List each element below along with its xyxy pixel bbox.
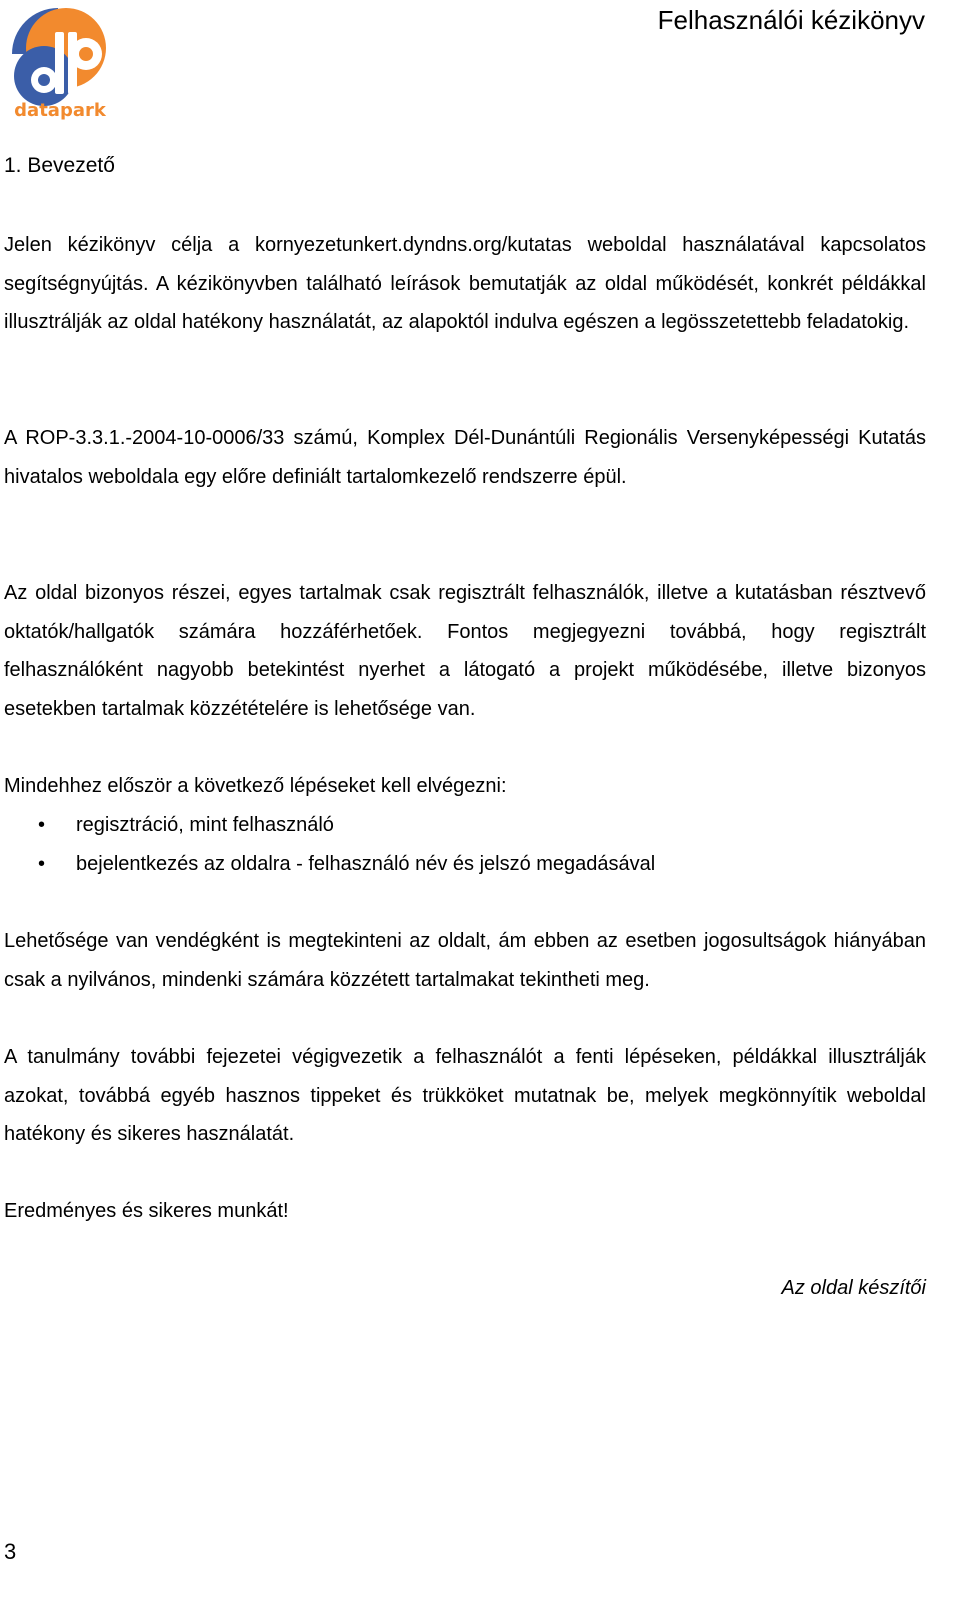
paragraph-steps-intro: Mindehhez először a következő lépéseket kell elvégezni: bbox=[4, 775, 507, 797]
paragraph-guest-access: Lehetősége van vendégként is megtekinteni az oldalt, ám ebben az esetben jogosultságok hiányában csak a nyilvános, mindenki számára közzétett tartalmakat tekintheti meg. bbox=[4, 930, 926, 991]
list-item-text: regisztráció, mint felhasználó bbox=[76, 814, 334, 836]
paragraph-rop-project: A ROP-3.3.1.-2004-10-0006/33 számú, Komplex Dél-Dunántúli Regionális Versenyképességi Kutatás hivatalos weboldala egy előre definiált tartalomkezelő rendszerre épül. bbox=[4, 427, 926, 488]
signature: Az oldal készítői bbox=[781, 1277, 926, 1299]
list-item bbox=[0, 806, 655, 845]
logo-mark-icon bbox=[6, 2, 114, 124]
paragraph-further-chapters: A tanulmány további fejezetei végigvezetik a felhasználót a fenti lépéseken, példákkal illusztrálják azokat, továbbá egyéb hasznos tippeket és trükköket mutatnak be, melyek megkönnyítik weboldal hatékony és sikeres használatát. bbox=[4, 1046, 926, 1146]
logo-text: datapark bbox=[14, 100, 106, 121]
steps-list bbox=[0, 806, 655, 883]
paragraph-purpose: Jelen kézikönyv célja a kornyezetunkert.dyndns.org/kutatas weboldal használatával kapcsolatos segítségnyújtás. A kézikönyvben található leírások bemutatják az oldal működését, konkrét példákkal illusztrálják az oldal hatékony használatát, az alapoktól indulva egészen a legösszetettebb feladatokig. bbox=[4, 234, 926, 334]
datapark-logo bbox=[6, 2, 114, 124]
paragraph-registered-users: Az oldal bizonyos részei, egyes tartalmak csak regisztrált felhasználók, illetve a kutatásban résztvevő oktatók/hallgatók számára hozzáférhetőek. Fontos megjegyezni továbbá, hogy regisztrált felhasználóként nagyobb betekintést nyerhet a látogató a projekt működésébe, illetve bizonyos esetekben tartalmak közzétételére is lehetősége van. bbox=[4, 582, 926, 720]
document-title: Felhasználói kézikönyv bbox=[657, 5, 925, 35]
bullet-icon: • bbox=[38, 852, 46, 875]
list-item-text: bejelentkezés az oldalra - felhasználó név és jelszó megadásával bbox=[76, 852, 656, 875]
paragraph-closing: Eredményes és sikeres munkát! bbox=[4, 1200, 289, 1222]
section-heading: 1. Bevezető bbox=[4, 154, 115, 177]
list-item bbox=[0, 845, 655, 884]
bullet-icon: • bbox=[38, 814, 46, 836]
page-number: 3 bbox=[4, 1539, 17, 1564]
